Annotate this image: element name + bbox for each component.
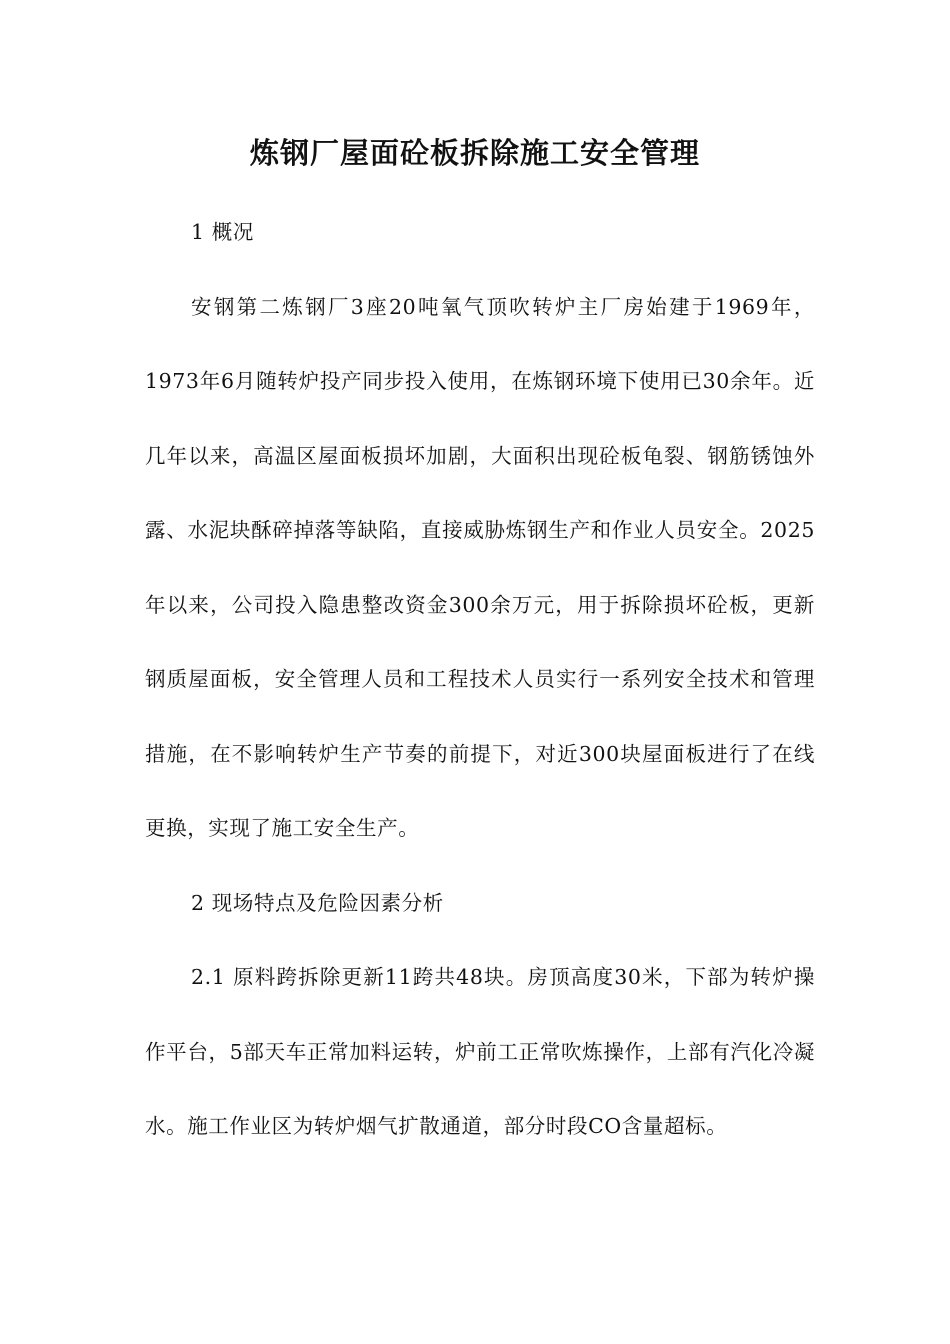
- section-2-heading: 2 现场特点及危险因素分析: [191, 890, 444, 915]
- document-title: 炼钢厂屋面砼板拆除施工安全管理: [249, 136, 700, 170]
- document-body: [145, 195, 815, 1164]
- section-1-paragraph: 安钢第二炼钢厂3座20吨氧气顶吹转炉主厂房始建于1969年，1973年6月随转炉投产同步投入使用，在炼钢环境下使用已30余年。近几年以来，高温区屋面板损坏加剧，大面积出现砼板龟裂、钢筋锈蚀外露、水泥块酥碎掉落等缺陷，直接威胁炼钢生产和作业人员安全。2025年以来，公司投入隐患整改资金300余万元，用于拆除损坏砼板，更新钢质屋面板，安全管理人员和工程技术人员实行一系列安全技术和管理措施，在不影响转炉生产节奏的前提下，对近300块屋面板进行了在线更换，实现了施工安全生产。: [145, 294, 815, 840]
- section-2-1-paragraph: 2.1 原料跨拆除更新11跨共48块。房顶高度30米，下部为转炉操作平台，5部天车正常加料运转，炉前工正常吹炼操作，上部有汽化冷凝水。施工作业区为转炉烟气扩散通道，部分时段CO含量超标。: [145, 965, 815, 1138]
- section-1-heading: 1 概况: [191, 220, 254, 244]
